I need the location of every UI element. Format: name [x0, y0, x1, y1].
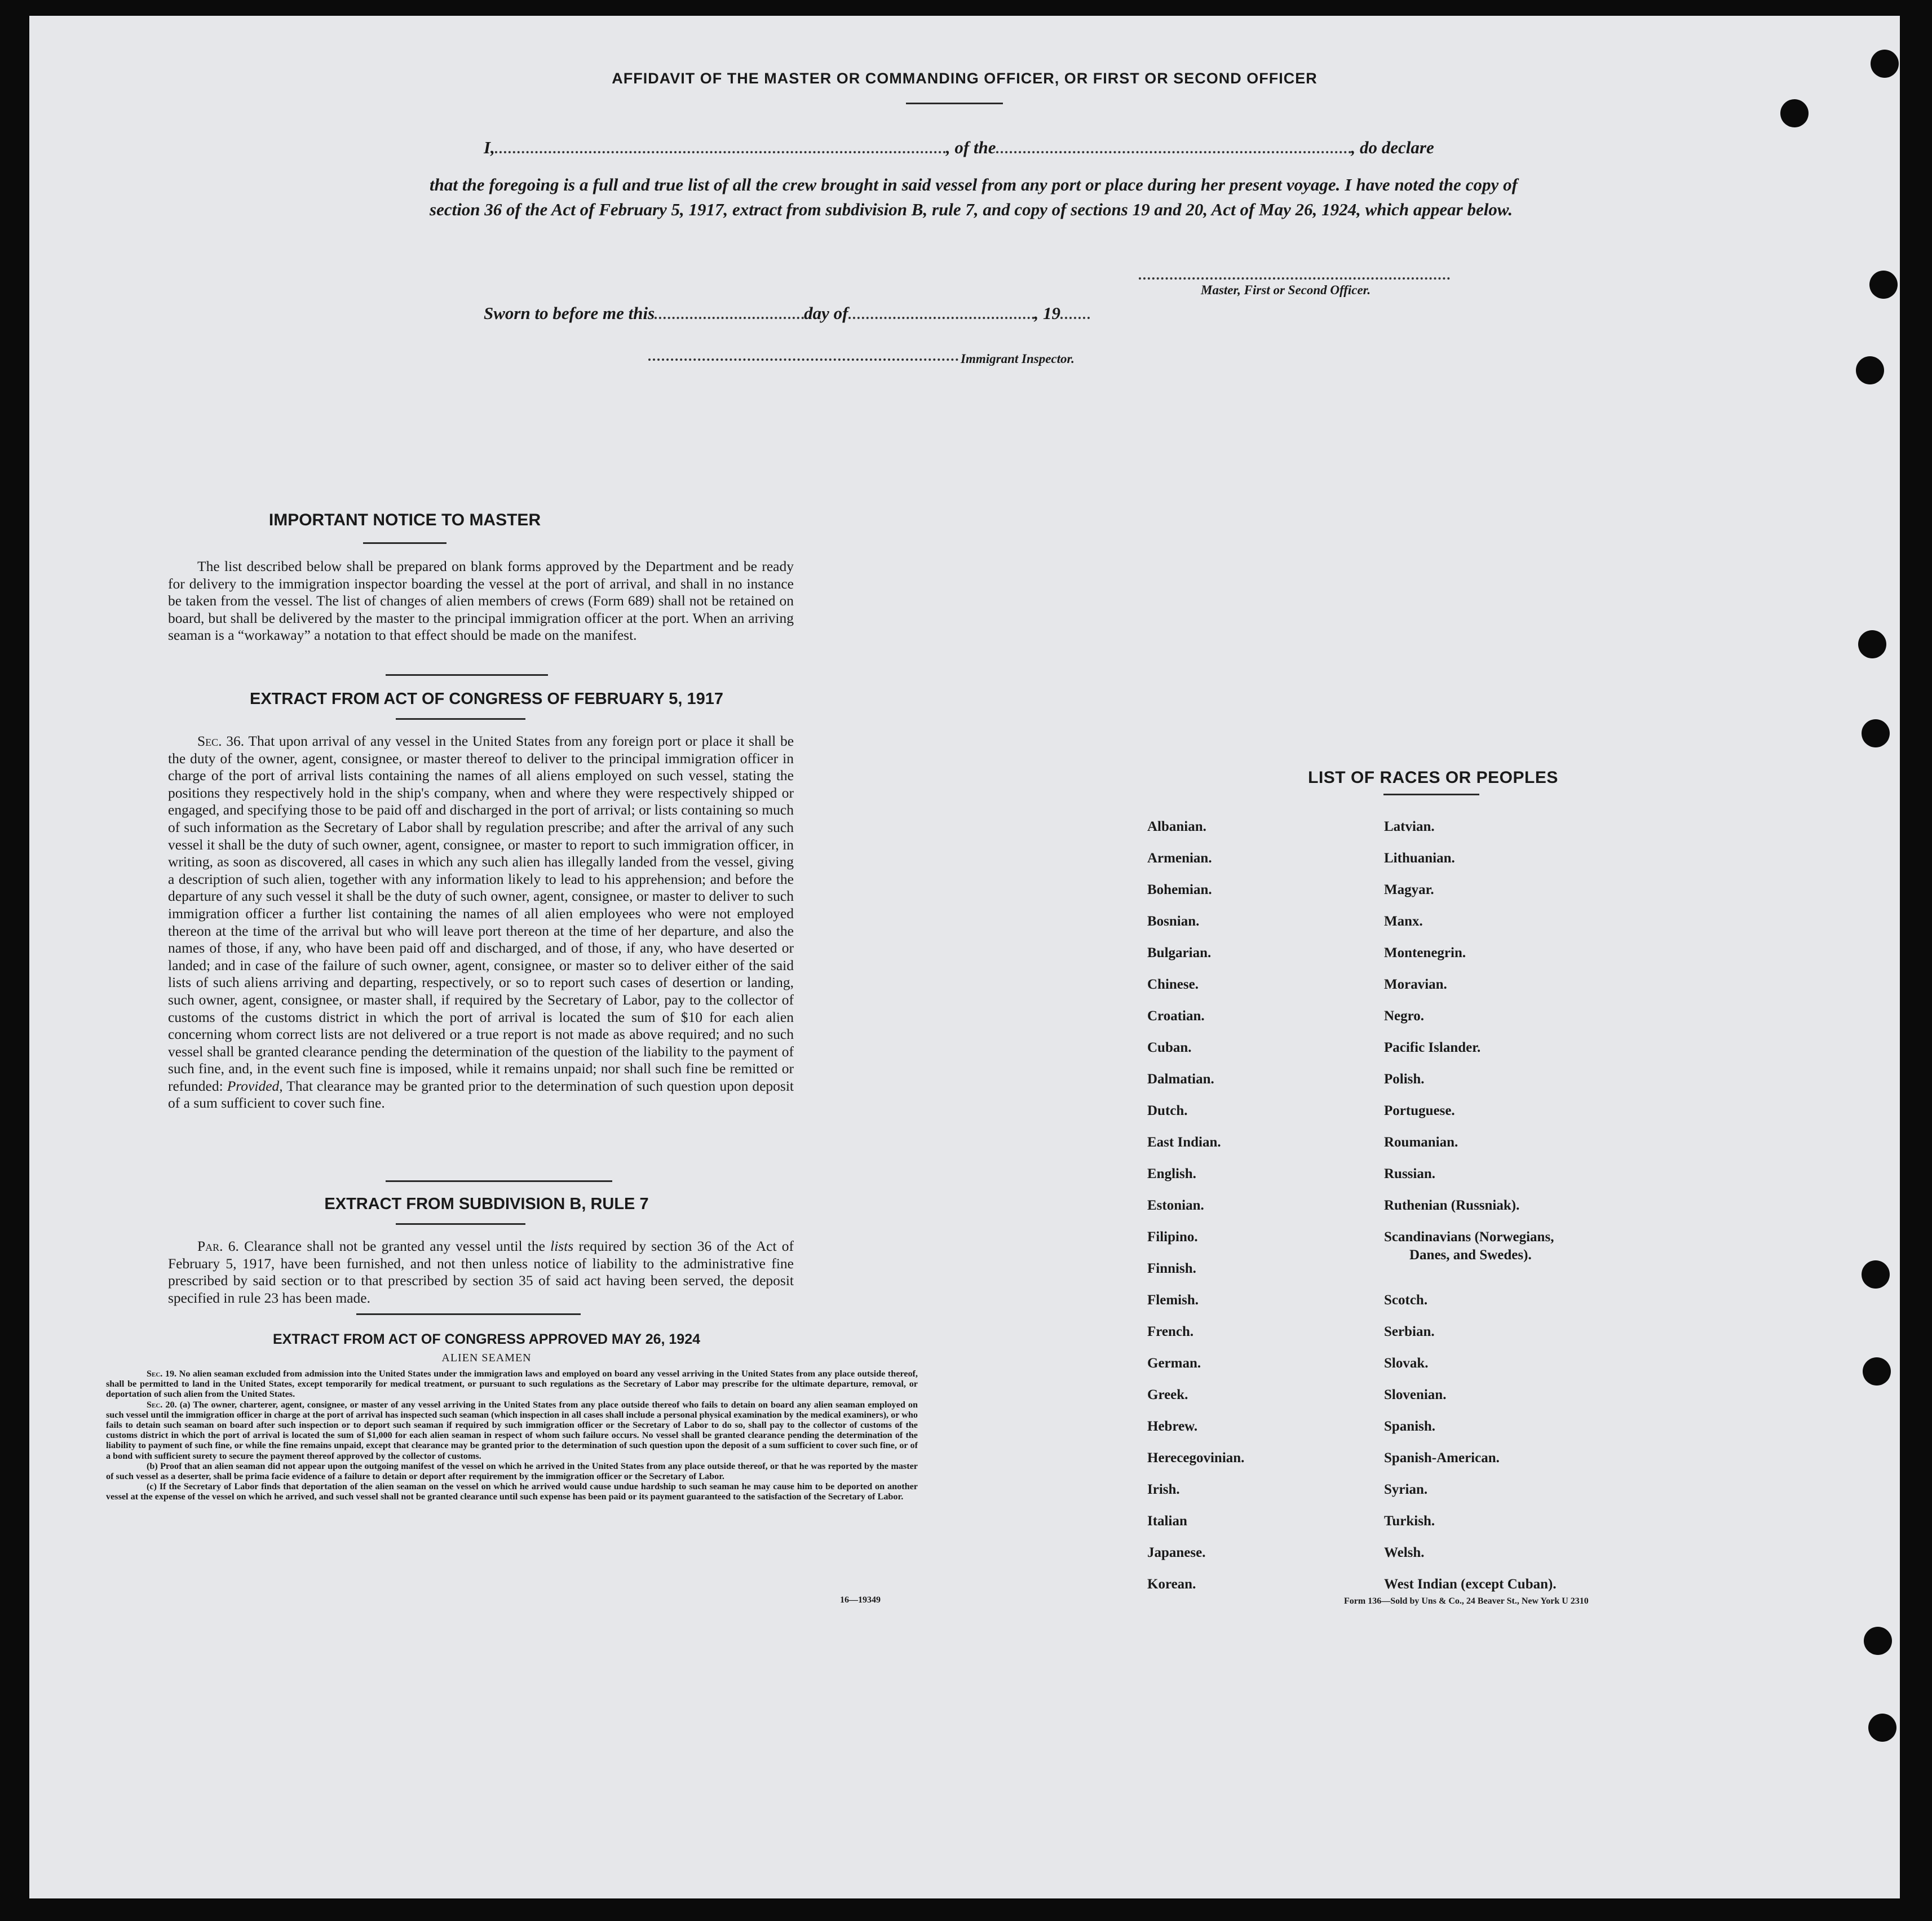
- day-of-label: day of: [804, 303, 848, 323]
- race-left: Bohemian.: [1147, 882, 1212, 897]
- race-right: West Indian (except Cuban).: [1384, 1577, 1557, 1592]
- race-right: Russian.: [1384, 1166, 1436, 1181]
- binder-hole: [1869, 271, 1898, 299]
- race-left: Greek.: [1147, 1387, 1188, 1402]
- affidavit-do-declare-label: , do declare: [1351, 138, 1434, 157]
- inspector-signature-label: Immigrant Inspector.: [961, 352, 1075, 366]
- sworn-year-blank[interactable]: [1060, 301, 1090, 319]
- rule7-paragraph: [168, 1238, 794, 1307]
- race-left: Italian: [1147, 1513, 1187, 1529]
- binder-hole: [1780, 99, 1809, 127]
- binder-hole: [1862, 1260, 1890, 1289]
- sworn-label: Sworn to before me this: [484, 303, 655, 323]
- race-right: Syrian.: [1384, 1482, 1428, 1497]
- sec-20a-text: (a) The owner, charterer, agent, consignee, or master of any vessel arriving in the United States from any place outside thereof who fails to detain on board any alien seaman employed on such vessel until the immigration officer in charge at the port of arrival has inspected such seaman (which inspection in all cases shall include a personal physical examination by the medical examiners), or who fails to detain such seaman on board after such inspection or to deport such seaman if required by such immigration officer or the Secretary of Labor to do so, shall pay to the collector of customs of the customs district in which the port of arrival is located the sum of $1,000 for each alien seaman in respect of whom such failure occurs. No vessel shall be granted clearance pending the determination of the liability to payment of such fine, or while the fine remains unpaid, except that clearance may be granted prior to the determination of such question upon the deposit of a sum sufficient to cover such fine, or of a bond with sufficient surety to secure the payment thereof approved by the collector of customs.: [106, 1399, 918, 1461]
- race-right: Portuguese.: [1384, 1103, 1455, 1118]
- section-text: That upon arrival of any vessel in the United States from any foreign port or place it shall be the duty of the owner, agent, consignee, or master thereof to deliver to the principal immigration officer in charge of the port of arrival lists containing the names of all aliens employed on such vessel, stating the positions they respectively hold in the ship's company, when and where they were respectively shipped or engaged, and specifying those to be paid off and discharged in the port of arrival; or lists containing so much of such information as the Secretary of Labor shall by regulation prescribe; and after the arrival of any such vessel it shall be the duty of such owner, agent, consignee, or master to report to such immigration officer, in writing, as soon as discovered, all cases in which any such alien has illegally landed from the vessel, giving a description of such alien, together with any information likely to lead to his apprehension; and before the departure of any such vessel it shall be the duty of such owner, agent, consignee, or master to deliver to such immigration officer a further list containing the names of all alien employees who were not employed thereon at the time of the arrival but who will leave port thereon at the time of her departure, and also the names of those, if any, who have been paid off and discharged, and of those, if any, who have deserted or landed; and in case of the failure of such owner, agent, consignee, or master so to deliver either of the said lists of such aliens arriving and departing, respectively, or so to report such cases of desertion or landing, such owner, agent, consignee, or master shall, if required by the Secretary of Labor, pay to the collector of customs of the customs district in which the port of arrival is located the sum of $10 for each alien concerning whom correct lists are not delivered or a true report is not made as above required; and no such vessel shall be granted clearance pending the determination of the question of the liability to the payment of such fine, and, in the event such fine is imposed, while it remains unpaid; nor shall such fine be remitted or refunded:: [168, 733, 794, 1094]
- race-right: Lithuanian.: [1384, 851, 1455, 866]
- race-left: East Indian.: [1147, 1135, 1221, 1150]
- paragraph-label: Par. 6.: [197, 1238, 239, 1254]
- document-page: [29, 16, 1900, 1898]
- binder-hole: [1868, 1714, 1896, 1742]
- race-left: Cuban.: [1147, 1040, 1192, 1055]
- title-underline: [906, 103, 1003, 104]
- race-left: Bulgarian.: [1147, 945, 1212, 960]
- form-footer-note: Form 136—Sold by Uns & Co., 24 Beaver St., New York U 2310: [1344, 1596, 1589, 1606]
- name-blank[interactable]: [495, 135, 946, 153]
- race-left: Flemish.: [1147, 1293, 1199, 1308]
- rule7-underline: [396, 1223, 525, 1225]
- race-right: Serbian.: [1384, 1324, 1435, 1339]
- vessel-blank[interactable]: [996, 135, 1351, 153]
- race-right: Spanish-American.: [1384, 1450, 1500, 1466]
- rule7-title: EXTRACT FROM SUBDIVISION B, RULE 7: [324, 1195, 649, 1213]
- race-left: Korean.: [1147, 1577, 1196, 1592]
- rule7-text-end: required by section 36 of the Act of February 5, 1917, have been furnished, and not then unless notice of liability to the administrative fine prescribed by said section or to that prescribed by section 35 of said act having been served, the deposit specified in rule 23 has been made.: [168, 1238, 794, 1306]
- binder-hole: [1858, 630, 1886, 658]
- act-1917-title: EXTRACT FROM ACT OF CONGRESS OF FEBRUARY 5, 1917: [249, 690, 724, 708]
- binder-hole: [1871, 50, 1899, 78]
- race-left: Chinese.: [1147, 977, 1199, 992]
- race-left: German.: [1147, 1356, 1201, 1371]
- section-20b: (b) Proof that an alien seaman did not appear upon the outgoing manifest of the vessel on which he arrived in the United States from any place outside thereof, or that he was reported by the master of such vessel as a deserter, shall be prima facie evidence of a failure to detain or deport after requirement by the immigration officer or the Secretary of Labor.: [106, 1460, 918, 1482]
- race-right: Scandinavians (Norwegians,: [1384, 1229, 1554, 1245]
- act-1917-section-36: [168, 733, 794, 1112]
- race-right: Spanish.: [1384, 1419, 1436, 1434]
- sec-19-text: No alien seaman excluded from admission into the United States under the immigration laws and employed on board any vessel arriving in the United States from any place outside thereof, shall be permitted to land in the United States, except temporarily for medical treatment, or pursuant to such regulations as the Secretary of Labor may prescribe for the ultimate departure, removal, or deportation of such alien from the United States.: [106, 1369, 918, 1400]
- sec-20-label: Sec. 20.: [147, 1399, 177, 1410]
- race-right: Moravian.: [1384, 977, 1447, 992]
- notice-underline: [363, 542, 446, 544]
- race-right: Scotch.: [1384, 1293, 1428, 1308]
- race-right: Magyar.: [1384, 882, 1434, 897]
- race-left: Filipino.: [1147, 1229, 1198, 1245]
- race-right: Welsh.: [1384, 1545, 1425, 1560]
- act-1924-text: [106, 1369, 918, 1502]
- section-19: [106, 1369, 918, 1400]
- binder-hole: [1864, 1627, 1892, 1655]
- races-title: LIST OF RACES OR PEOPLES: [1308, 768, 1558, 787]
- sworn-line: [484, 301, 1090, 324]
- race-left: Japanese.: [1147, 1545, 1206, 1560]
- race-right: Pacific Islander.: [1384, 1040, 1481, 1055]
- race-left: Finnish.: [1147, 1261, 1196, 1276]
- sec-19-label: Sec. 19.: [147, 1369, 177, 1379]
- affidavit-of-the-label: , of the: [945, 138, 996, 157]
- notice-title: IMPORTANT NOTICE TO MASTER: [268, 511, 541, 529]
- race-right: Roumanian.: [1384, 1135, 1458, 1150]
- race-left: Bosnian.: [1147, 914, 1200, 929]
- affidavit-line-1: [484, 135, 1434, 158]
- lists-word: lists: [550, 1238, 574, 1254]
- race-left: Dutch.: [1147, 1103, 1188, 1118]
- race-right: Slovenian.: [1384, 1387, 1447, 1402]
- binder-hole: [1862, 719, 1890, 747]
- provided-word: Provided,: [227, 1077, 283, 1094]
- section-text-end: That clearance may be granted prior to the determination of such question upon deposit of a sum sufficient to cover such fine.: [168, 1077, 794, 1112]
- race-right: Manx.: [1384, 914, 1423, 929]
- race-left: English.: [1147, 1166, 1196, 1181]
- act-1917-underline: [396, 718, 525, 720]
- race-left: French.: [1147, 1324, 1194, 1339]
- rule7-text: Clearance shall not be granted any vessel until the: [244, 1238, 545, 1254]
- race-left: Irish.: [1147, 1482, 1180, 1497]
- race-left: Albanian.: [1147, 819, 1206, 834]
- act-1924-title: EXTRACT FROM ACT OF CONGRESS APPROVED MAY 26, 1924: [272, 1331, 701, 1347]
- sworn-day-blank[interactable]: [655, 301, 804, 319]
- divider-3: [356, 1313, 581, 1315]
- race-right: Montenegrin.: [1384, 945, 1466, 960]
- race-right: Ruthenian (Russniak).: [1384, 1198, 1520, 1213]
- master-signature-label: Master, First or Second Officer.: [1201, 283, 1371, 297]
- race-right: Turkish.: [1384, 1513, 1435, 1529]
- section-20a: [106, 1400, 918, 1461]
- race-left: Croatian.: [1147, 1008, 1205, 1024]
- sworn-month-blank[interactable]: [848, 301, 1034, 319]
- alien-seamen-subtitle: ALIEN SEAMEN: [441, 1352, 532, 1364]
- affidavit-i-label: I,: [484, 138, 495, 157]
- affidavit-paragraph: that the foregoing is a full and true list of all the crew brought in said vessel from any port or place during her present voyage. I have noted the copy of section 36 of the Act of February 5, 1917, extract from subdivision B, rule 7, and copy of sections 19 and 20, Act of May 26, 1924, which appear below.: [430, 175, 1518, 219]
- divider-2: [386, 1180, 612, 1182]
- race-right-continuation: Danes, and Swedes).: [1409, 1247, 1532, 1263]
- divider-1: [386, 674, 548, 676]
- year-label: , 19: [1034, 303, 1060, 323]
- race-right: Polish.: [1384, 1072, 1425, 1087]
- races-underline: [1383, 794, 1479, 795]
- race-left: Dalmatian.: [1147, 1072, 1214, 1087]
- notice-text: The list described below shall be prepared on blank forms approved by the Department and be ready for delivery to the immigration inspector boarding the vessel at the port of arrival, and shall in no instance be taken from the vessel. The list of changes of alien members of crews (Form 689) shall not be retained on board, but shall be delivered by the master to the principal immigration officer at the port. When an arriving seaman is a “workaway” a notation to that effect should be made on the manifest.: [168, 558, 794, 644]
- section-20c: (c) If the Secretary of Labor finds that deportation of the alien seaman on the vessel on which he arrived would cause undue hardship to such seaman he may cause him to be deported on another vessel at the expense of the vessel on which he arrived, and such vessel shall not be granted clearance until such expense has been paid or its payment guaranteed to the satisfaction of the Secretary of Labor.: [106, 1481, 918, 1502]
- binder-hole: [1856, 356, 1884, 384]
- race-right: Latvian.: [1384, 819, 1435, 834]
- binder-hole: [1863, 1357, 1891, 1386]
- print-number: 16—19349: [840, 1595, 881, 1605]
- master-signature-blank[interactable]: [1139, 262, 1450, 280]
- section-label: Sec. 36.: [197, 733, 245, 749]
- race-left: Estonian.: [1147, 1198, 1204, 1213]
- race-right: Negro.: [1384, 1008, 1425, 1024]
- inspector-signature-blank[interactable]: [648, 343, 958, 361]
- race-right: Slovak.: [1384, 1356, 1429, 1371]
- race-left: Herecegovinian.: [1147, 1450, 1245, 1466]
- affidavit-title: AFFIDAVIT OF THE MASTER OR COMMANDING OFFICER, OR FIRST OR SECOND OFFICER: [612, 70, 1318, 87]
- race-left: Hebrew.: [1147, 1419, 1198, 1434]
- race-left: Armenian.: [1147, 851, 1212, 866]
